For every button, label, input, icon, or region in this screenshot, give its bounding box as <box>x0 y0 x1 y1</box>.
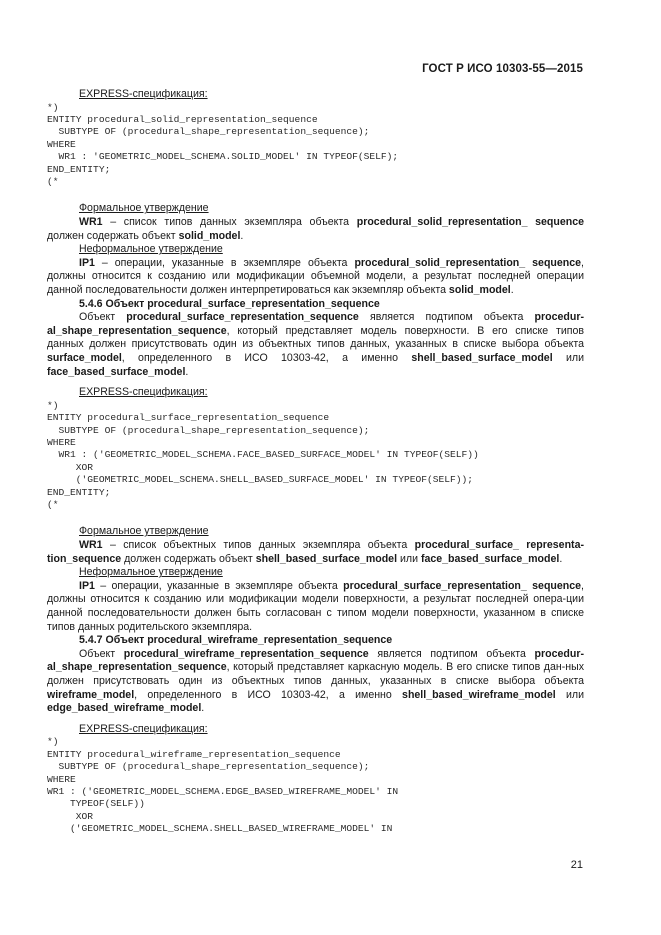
formal-statement-text: WR1 – список объектных типов данных экземпляра объекта procedural_surface_ representa-tion_sequence должен содержать объект shell_based_surface_model или face_based_surface_model. <box>47 539 584 565</box>
formal-statement-text: WR1 – список типов данных экземпляра объекта procedural_solid_representation_ sequence должен содержать объект solid_model. <box>47 216 585 242</box>
section-intro-text: Объект procedural_wireframe_representation_sequence является подтипом объекта procedur-al_shape_representation_sequence, который представляет каркасную модель. В его списке типов дан-ных должен присутствовать один из объектных типов данных, указанных в списке выбора объекта wireframe_model, определенного в ИСО 10303-42, а именно shell_based_wireframe_model или edge_based_wireframe_model. <box>47 647 584 715</box>
express-code-block: *) ENTITY procedural_solid_representation_sequence SUBTYPE OF (procedural_shape_representation_sequence); WHERE WR1 : 'GEOMETRIC_MODEL_SCHEMA.SOLID_MODEL' IN TYPEOF(SELF); END_ENTITY; (* <box>47 101 399 188</box>
express-code-block: *) ENTITY procedural_surface_representation_sequence SUBTYPE OF (procedural_shape_representation_sequence); WHERE WR1 : ('GEOMETRIC_MODEL_SCHEMA.FACE_BASED_SURFACE_MODEL' IN TYPEOF(SELF)) XOR ('GEOMETRIC_MODEL_SCHEMA.SHELL_BASED_SURFACE_MODEL' IN TYPEOF(SELF)); END_ENTITY; (* <box>47 399 479 510</box>
express-spec-label: EXPRESS-спецификация: <box>79 88 208 100</box>
page-number: 21 <box>570 859 583 871</box>
document-id-header: ГОСТ Р ИСО 10303-55—2015 <box>422 63 583 75</box>
express-code-block: *) ENTITY procedural_wireframe_representation_sequence SUBTYPE OF (procedural_shape_representation_sequence); WHERE WR1 : ('GEOMETRIC_MODEL_SCHEMA.EDGE_BASED_WIREFRAME_MODEL' IN TYPEOF(SELF)) XOR ('GEOMETRIC_MODEL_SCHEMA.SHELL_BASED_WIREFRAME_MODEL' IN <box>47 736 399 835</box>
page-content <box>47 88 584 836</box>
express-spec-label: EXPRESS-спецификация: <box>79 386 208 399</box>
informal-statement-text: IP1 – операции, указанные в экземпляре объекта procedural_surface_representation_ sequence, должны относится к созданию или модификации модели поверхности, а результат последней опера-ции данной последовательности должен быть согласован с типом модели поверхности, указанном в списке типов данных родительского экземпляра. <box>47 579 584 633</box>
section-heading: 5.4.6 Объект procedural_surface_representation_sequence <box>79 297 380 310</box>
informal-statement-label: Неформальное утверждение <box>79 566 223 579</box>
express-spec-label: EXPRESS-спецификация: <box>79 722 208 735</box>
section-heading: 5.4.7 Объект procedural_wireframe_representation_sequence <box>79 634 393 647</box>
formal-statement-label: Формальное утверждение <box>79 202 209 215</box>
informal-statement-text: IP1 – операции, указанные в экземпляре объекта procedural_solid_representation_ sequence, должны относится к созданию или модификации объемной модели, а результат последней операции данной последовательности должен интерпретироваться как экземпляр объекта solid_model. <box>47 256 584 296</box>
informal-statement-label: Неформальное утверждение <box>79 243 223 256</box>
formal-statement-label: Формальное утверждение <box>79 525 209 538</box>
section-intro-text: Объект procedural_surface_representation_sequence является подтипом объекта procedur-al_shape_representation_sequence, который представляет модель поверхности. В его списке типов данных должен присутствовать один из объектных типов данных, указанных в списке выбора объекта surface_model, определенного в ИСО 10303-42, а именно shell_based_surface_model или face_based_surface_model. <box>47 311 585 378</box>
